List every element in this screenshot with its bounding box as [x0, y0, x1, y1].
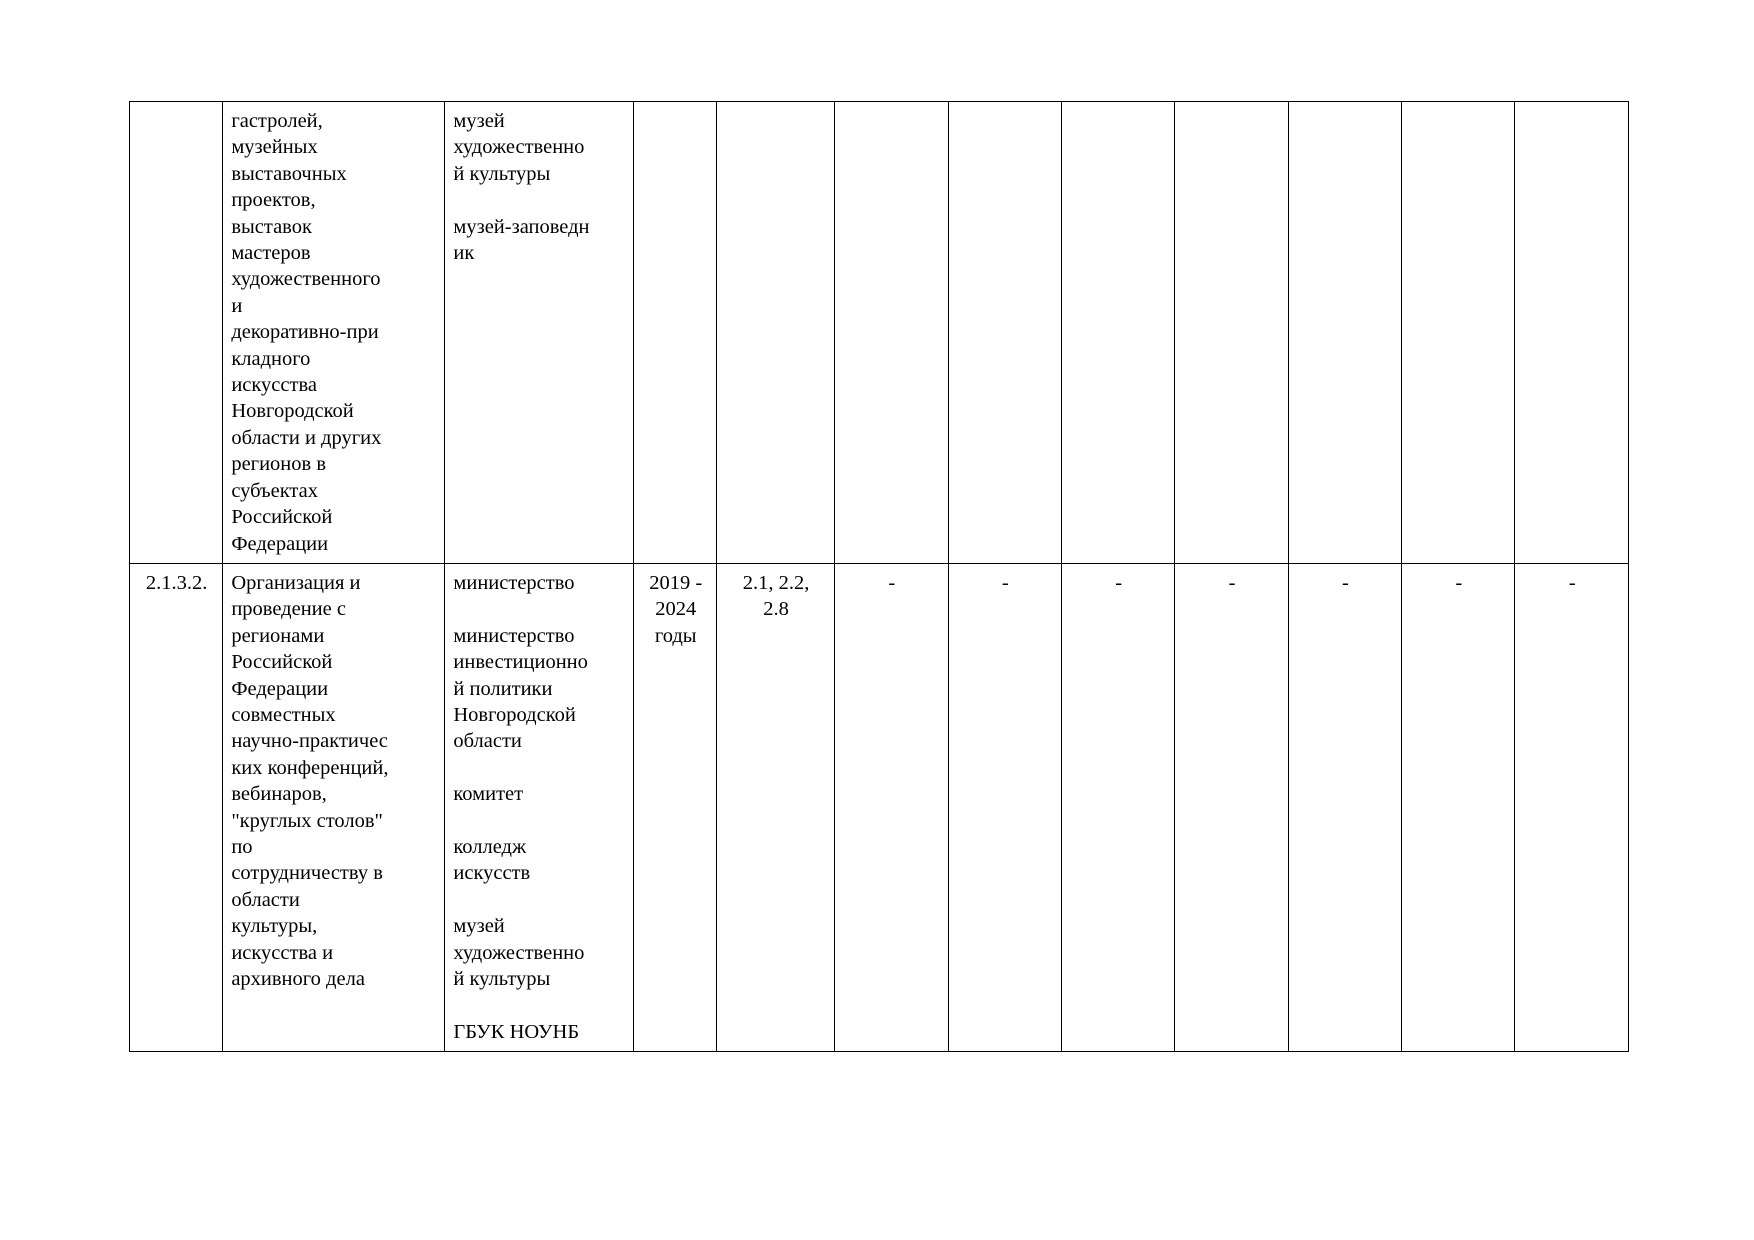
cell-funding-2019: -: [948, 563, 1061, 1051]
text-line: сотрудничеству в: [231, 862, 383, 885]
cell-implementation-period: [634, 102, 717, 564]
text-line: 2.1, 2.2,: [742, 571, 810, 594]
text-line: Российской: [231, 651, 333, 674]
measure-name-lines: [231, 108, 437, 557]
cell-funding-2024: -: [1515, 563, 1629, 1051]
text-line: кладного: [231, 347, 311, 370]
text-line: субъектах: [231, 479, 318, 502]
cell-measure-name: [223, 102, 445, 564]
target-indicators-lines: [725, 570, 827, 623]
cell-funding-2022: -: [1288, 563, 1401, 1051]
text-line: совместных: [231, 703, 336, 726]
text-line: комитет: [453, 783, 524, 806]
text-line: регионов в: [231, 453, 326, 476]
text-line: области и других: [231, 426, 382, 449]
responsible-executor-lines: [453, 108, 626, 266]
text-line: ких конференций,: [231, 756, 389, 779]
table-row: [130, 102, 1629, 564]
cell-funding-2023: [1402, 102, 1515, 564]
text-line: й культуры: [453, 162, 551, 185]
measure-name-lines: [231, 570, 437, 993]
table-body: [130, 102, 1629, 1052]
text-line: 2019 -: [649, 571, 703, 594]
text-line: Российской: [231, 506, 333, 529]
text-line: ГБУК НОУНБ: [453, 1020, 580, 1043]
text-line: художественно: [453, 136, 585, 159]
text-line: музей-заповедн: [453, 215, 590, 238]
text-line: регионами: [231, 624, 325, 647]
cell-responsible-executor: [445, 102, 634, 564]
text-line: художественно: [453, 941, 585, 964]
cell-funding-source: -: [835, 563, 948, 1051]
cell-implementation-period: [634, 563, 717, 1051]
text-line: научно-практичес: [231, 730, 388, 753]
text-line: [453, 187, 626, 213]
text-line: [453, 992, 626, 1018]
text-line: искусства и: [231, 941, 334, 964]
text-line: художественного: [231, 268, 381, 291]
text-line: годы: [654, 624, 697, 647]
text-line: колледж: [453, 835, 527, 858]
text-line: мастеров: [231, 242, 311, 265]
responsible-executor-lines: [453, 570, 626, 1045]
text-line: й культуры: [453, 967, 551, 990]
text-line: музей: [453, 110, 505, 132]
text-line: выставочных: [231, 162, 347, 185]
cell-funding-2021: -: [1175, 563, 1288, 1051]
text-line: Новгородской: [231, 400, 354, 423]
cell-funding-2023: -: [1402, 563, 1515, 1051]
text-line: гастролей,: [231, 110, 323, 132]
text-line: инвестиционно: [453, 651, 588, 674]
text-line: музейных: [231, 136, 318, 159]
text-line: и: [231, 294, 243, 317]
cell-funding-2022: [1288, 102, 1401, 564]
text-line: министерство: [453, 571, 575, 594]
text-line: области: [231, 888, 300, 911]
text-line: вебинаров,: [231, 783, 327, 806]
text-line: [453, 596, 626, 622]
cell-funding-2020: [1061, 102, 1174, 564]
text-line: архивного дела: [231, 968, 365, 990]
text-line: декоративно-при: [231, 321, 379, 344]
text-line: "круглых столов": [231, 809, 383, 832]
cell-funding-2020: -: [1061, 563, 1174, 1051]
text-line: выставок: [231, 215, 312, 238]
text-line: Федерации: [231, 532, 329, 555]
text-line: [453, 887, 626, 913]
text-line: культуры,: [231, 915, 318, 938]
cell-funding-2024: [1515, 102, 1629, 564]
text-line: по: [231, 835, 253, 858]
text-line: области: [453, 730, 522, 753]
table-row: [130, 563, 1629, 1051]
cell-target-indicators: [717, 563, 835, 1051]
text-line: [453, 808, 626, 834]
cell-funding-source: [835, 102, 948, 564]
program-measures-table: [129, 101, 1629, 1052]
text-line: министерство: [453, 624, 575, 647]
text-line: музей: [453, 915, 505, 938]
text-line: искусства: [231, 374, 317, 397]
text-line: й политики: [453, 677, 553, 700]
text-line: 2.8: [763, 598, 789, 621]
text-line: проведение с: [231, 598, 346, 621]
cell-measure-number: 2.1.3.2.: [130, 563, 223, 1051]
text-line: искусств: [453, 862, 531, 885]
text-line: Федерации: [231, 677, 329, 700]
text-line: проектов,: [231, 189, 316, 212]
cell-measure-name: [223, 563, 445, 1051]
text-line: Новгородской: [453, 703, 576, 726]
cell-target-indicators: [717, 102, 835, 564]
text-line: 2024: [655, 598, 697, 621]
text-line: [453, 755, 626, 781]
cell-funding-2021: [1175, 102, 1288, 564]
cell-measure-number: [130, 102, 223, 564]
cell-funding-2019: [948, 102, 1061, 564]
implementation-period-lines: [642, 570, 709, 649]
cell-responsible-executor: [445, 563, 634, 1051]
text-line: Организация и: [231, 571, 361, 594]
text-line: ик: [453, 242, 475, 265]
